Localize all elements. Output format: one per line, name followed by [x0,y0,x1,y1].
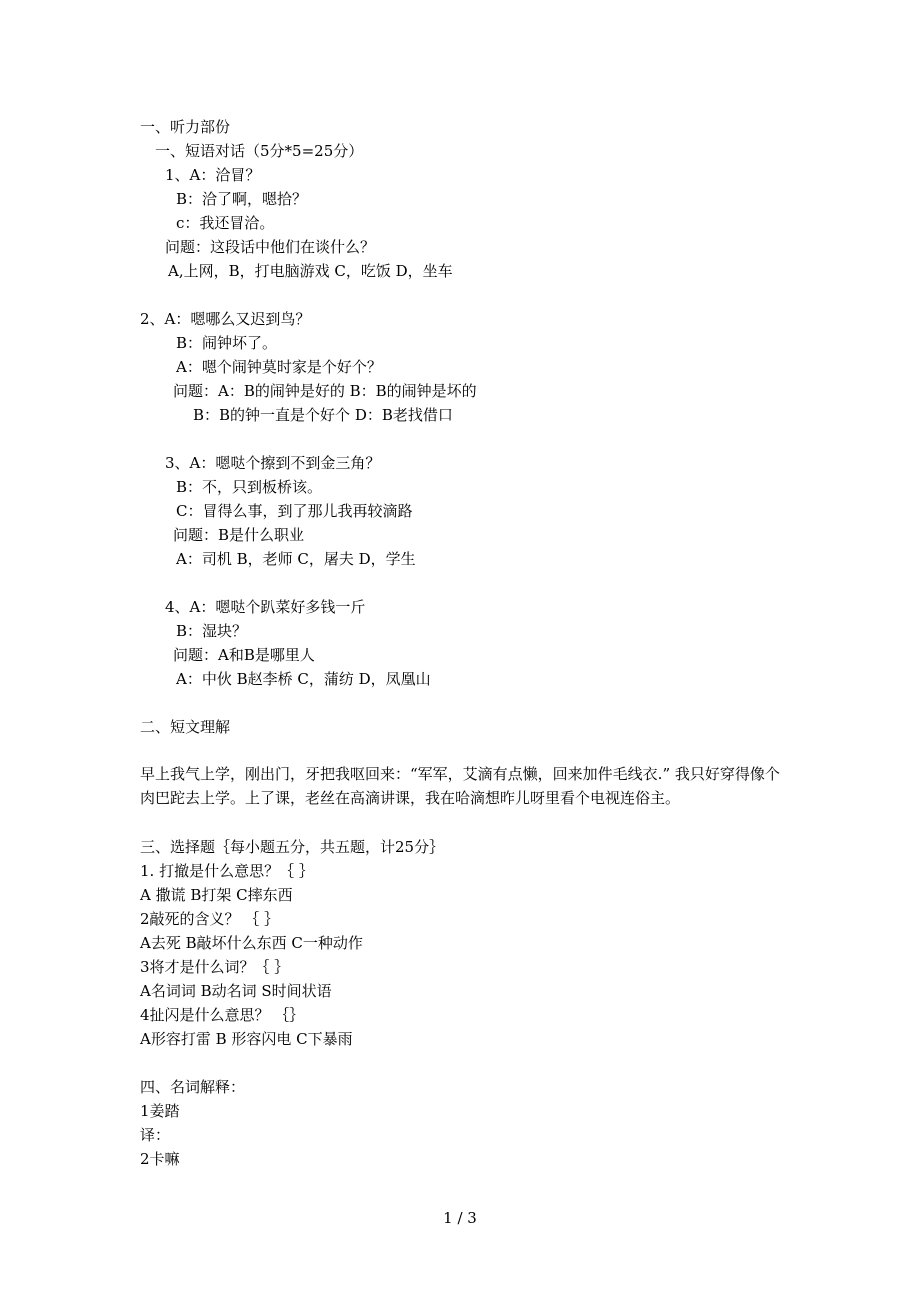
q3-options: A：司机 B，老师 C，屠夫 D，学生 [176,550,416,568]
part2-paragraph: 早上我气上学，刚出门，牙把我呕回来：“军军，艾滴有点懒，回来加件毛线衣.” 我只好穿得像个肉巴跎去上学。上了课，老丝在高滴讲课，我在哈滴想昨儿呀里看个电视连俗主。 [140,765,780,807]
q2-line-a: 2、A：嗯哪么又迟到鸟？ [140,310,311,328]
part4-item1-label: 译： [140,1126,171,1144]
q1-line-c: c：我还冒洽。 [176,214,275,232]
q3-line-c: C：冒得么事，到了那儿我再较滴路 [176,502,413,520]
q3-line-b: B：不，只到板桥该。 [176,478,323,496]
q3-line-a: 3、A：嗯哒个擦到不到金三角？ [165,454,381,472]
part3-q4: 4扯闪是什么意思？ ｛｝ [140,1006,305,1024]
part3-heading: 三、选择题｛每小题五分，共五题，计25分｝ [140,838,445,856]
section1-heading: 一、短语对话（5分*5=25分） [155,142,364,160]
q1-options: A,上网，B，打电脑游戏 C，吃饭 D，坐车 [168,262,453,280]
part4-item1: 1姜踏 [140,1102,180,1120]
part3-q2: 2敲死的含义？ ｛ ｝ [140,910,280,928]
q2-question: 问题：A：B的闹钟是好的 B：B的闹钟是坏的 [173,382,477,400]
part4-item2: 2卡嘛 [140,1150,180,1168]
part1-heading: 一、听力部份 [140,118,231,136]
q2-options: B：B的钟一直是个好个 D：B老找借口 [193,406,453,424]
q1-line-b: B：洽了啊，嗯拾？ [176,190,308,208]
part3-q4-options: A形容打雷 B 形容闪电 C下暴雨 [140,1030,353,1048]
q4-line-a: 4、A：嗯哒个趴菜好多钱一斤 [165,598,366,616]
part3-q3: 3将才是什么词？｛ ｝ [140,958,290,976]
q1-question: 问题：这段话中他们在谈什么？ [165,238,376,256]
q4-options: A：中伙 B赵李桥 C，蒲纺 D，凤凰山 [176,670,431,688]
part3-q1: 1. 打撤是什么意思？｛ ｝ [140,862,314,880]
q4-question: 问题：A和B是哪里人 [173,646,315,664]
part3-q1-options: A 撒谎 B打架 C摔东西 [140,886,293,904]
q2-line-a2: A：嗯个闹钟莫时家是个好个？ [176,358,382,376]
part3-q2-options: A去死 B敲坏什么东西 C一种动作 [140,934,363,952]
q2-line-b: B：闹钟坏了。 [176,334,278,352]
q1-line-a: 1、A：洽冒？ [165,166,261,184]
part4-heading: 四、名词解释： [140,1078,246,1096]
page-number: 1 / 3 [443,1209,477,1227]
q3-question: 问题：B是什么职业 [173,526,305,544]
part3-q3-options: A名词词 B动名词 S时间状语 [140,982,332,1000]
part2-heading: 二、短文理解 [140,718,231,736]
q4-line-b: B：湿块？ [176,622,248,640]
